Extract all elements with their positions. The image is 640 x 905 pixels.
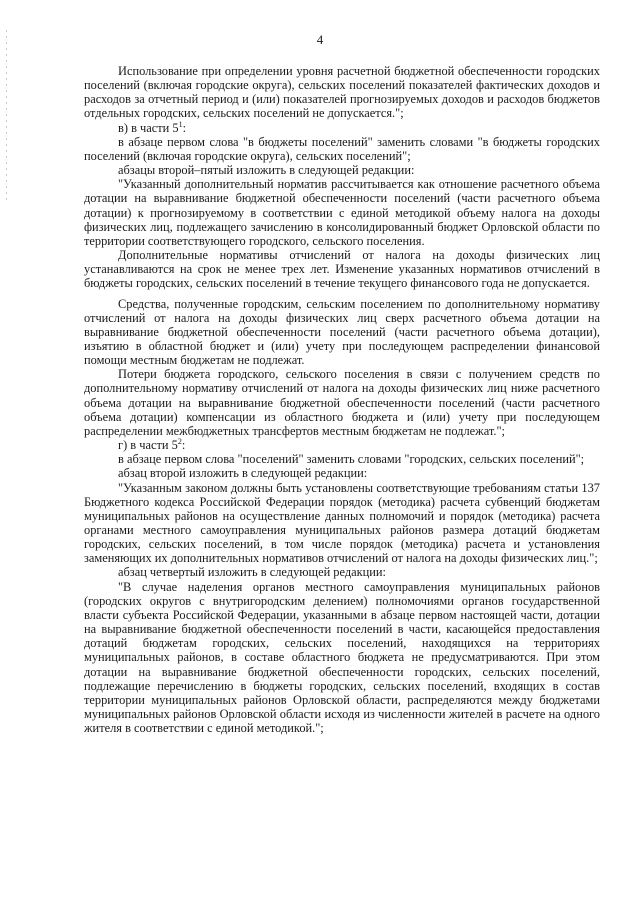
paragraph-3: в абзаце первом слова "в бюджеты поселений" заменить словами "в бюджеты городских поселений (включая городские округа), сельских поселений"; xyxy=(84,134,600,163)
paragraph-12: "Указанным законом должны быть установлены соответствующие требованиям статьи 137 Бюджетного кодекса Российской Федерации порядок (методика) расчета субвенций бюджетам муниципальных районов на осуществление данных полномочий и порядок (методика) расчета органами местного самоуправления муниципальных районов размера дотаций бюджетам городских, сельских поселений, в том числе порядок (методика) расчета и установления заменяющих их дополнительных нормативов отчислений от налога на доходы физических лиц."; xyxy=(84,480,600,566)
paragraph-item-g xyxy=(84,438,600,452)
paragraph-item-v xyxy=(84,121,600,135)
scan-margin-mark xyxy=(6,30,7,200)
paragraph-4: абзацы второй–пятый изложить в следующей редакции: xyxy=(118,163,415,178)
paragraph-14: "В случае наделения органов местного самоуправления муниципальных районов (городских округов с внутригородским делением) полномочиями органов государственной власти субъекта Российской Федерации, указанными в абзаце первом настоящей части, дотации на выравнивание бюджетной обеспеченности поселений в части, касающейся предоставления дотаций бюджетам городских, сельских поселений, находящихся на территориях муниципальных районов, в составе областного бюджета не предусматриваются. При этом дотации на выравнивание бюджетной обеспеченности городских, сельских поселений, подлежащие перечислению в бюджеты городских, сельских поселений, входящих в состав территории муниципальных районов Орловской области, распределяются между бюджетами муниципальных районов Орловской области исходя из численности жителей в расчете на одного жителя в соответствии с единой методикой."; xyxy=(84,579,600,736)
paragraph-7: Средства, полученные городским, сельским поселением по дополнительному нормативу отчислений от налога на доходы физических лиц сверх расчетного объема дотации на выравнивание бюджетной обеспеченности поселений (части расчетного объема дотации), изъятию в областной бюджет и (или) учету при последующем распределении финансовой помощи местным бюджетам не подлежат. xyxy=(84,296,600,368)
paragraph-1: Использование при определении уровня расчетной бюджетной обеспеченности городских поселений (включая городские округа), сельских поселений показателей фактических доходов и расходов за отчетный период и (или) показателей прогнозируемых доходов и расходов бюджетов отдельных городских, сельских поселений не допускается."; xyxy=(84,64,600,121)
item-g-colon: : xyxy=(181,438,186,453)
item-g-text: г) в части 5 xyxy=(118,438,178,453)
item-v-text: в) в части 5 xyxy=(118,120,179,135)
paragraph-11: абзац второй изложить в следующей редакции: xyxy=(118,466,368,481)
paragraph-10: в абзаце первом слова "поселений" заменить словами "городских, сельских поселений"; xyxy=(118,452,585,467)
page-number: 4 xyxy=(316,32,324,47)
paragraph-13: абзац четвертый изложить в следующей редакции: xyxy=(118,565,386,580)
paragraph-5: "Указанный дополнительный норматив рассчитывается как отношение расчетного объема дотации на выравнивание бюджетной обеспеченности поселений (части расчетного объема дотации) к прогнозируемому в соответствии с единой методикой объему налога на доходы физических лиц, подлежащего зачислению в консолидированный бюджет Орловской области по территории соответствующего городского, сельского поселения. xyxy=(84,177,600,248)
paragraph-6: Дополнительные нормативы отчислений от налога на доходы физических лиц устанавливаются на срок не менее трех лет. Изменение указанных нормативов отчислений в бюджеты городских, сельских поселений в течение текущего финансового года не допускается. xyxy=(84,248,600,291)
document-body xyxy=(84,64,600,735)
item-v-colon: : xyxy=(182,120,187,135)
item-g-superscript: 2 xyxy=(177,436,182,446)
item-v-superscript: 1 xyxy=(178,119,183,129)
paragraph-8: Потери бюджета городского, сельского поселения в связи с получением средств по дополнительному нормативу отчислений от налога на доходы физических лиц ниже расчетного объема дотации на выравнивание бюджетной обеспеченности поселений (части расчетного объема дотации) компенсации из областного бюджета и (или) учету при последующем распределении межбюджетных трансфертов местным бюджетам не подлежат."; xyxy=(84,367,600,438)
